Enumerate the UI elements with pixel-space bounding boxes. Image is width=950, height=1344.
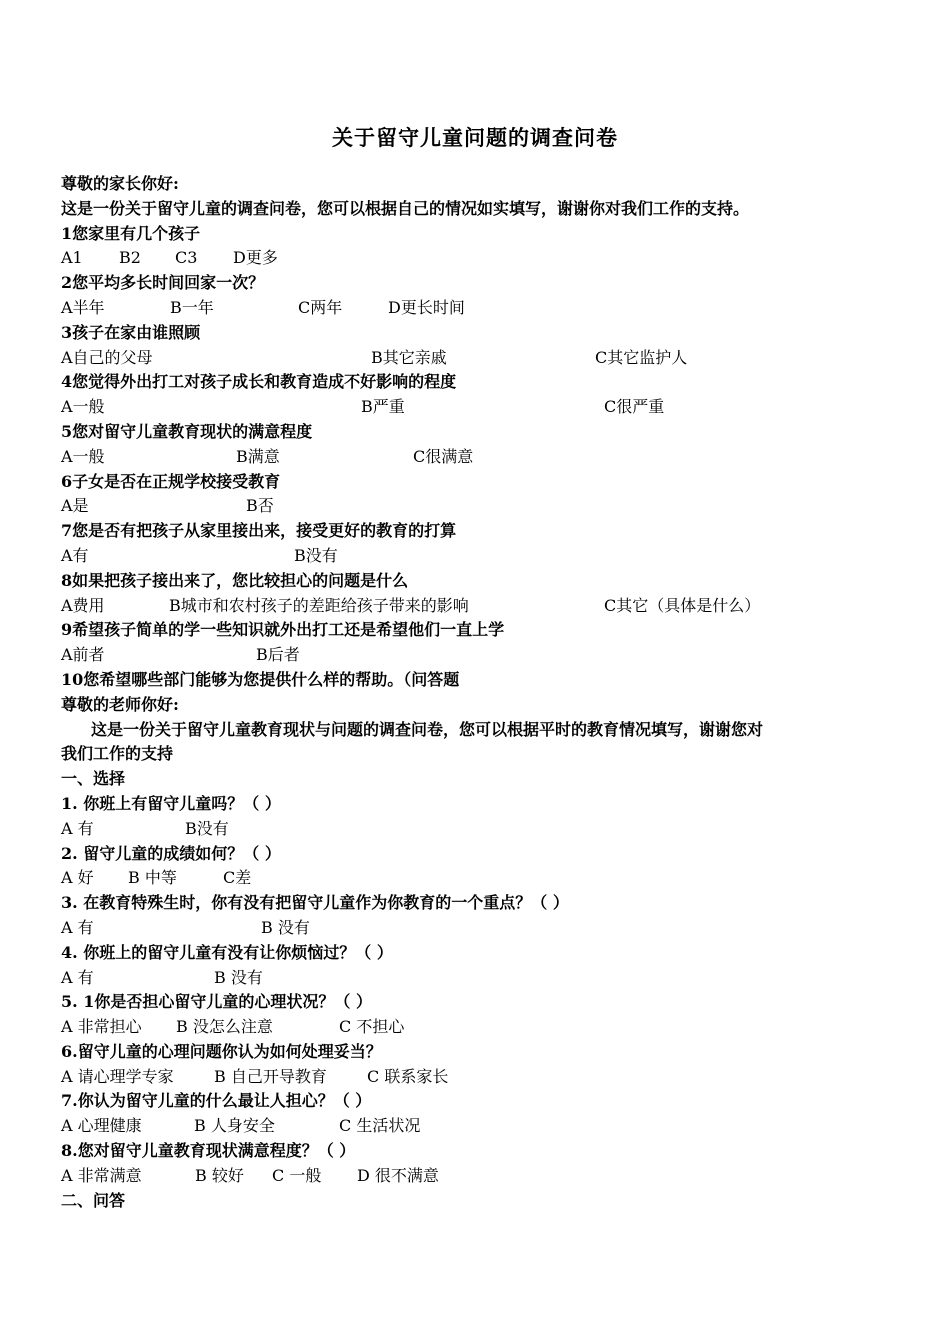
parent-q8-options [61, 594, 891, 619]
option-a: A 非常担心 [61, 1017, 142, 1037]
option-a: A 有 [61, 967, 94, 987]
option-b: B 中等 [128, 868, 177, 888]
option-a: A一般 [61, 446, 105, 466]
option-c: C其它（具体是什么） [604, 595, 761, 615]
option-b: B 人身安全 [194, 1116, 275, 1136]
document-title: 关于留守儿童问题的调查问卷 [332, 125, 618, 150]
option-d: D更长时间 [388, 297, 465, 317]
option-a: A 好 [61, 868, 94, 888]
parent-q6-options [61, 494, 891, 519]
option-b: B 较好 [195, 1165, 244, 1185]
parent-q9-text: 9希望孩子简单的学一些知识就外出打工还是希望他们一直上学 [61, 620, 505, 640]
option-c: C两年 [298, 297, 343, 317]
teacher-q1-text: 1. 你班上有留守儿童吗？（ ） [61, 793, 281, 813]
teacher-q6-options [61, 1065, 891, 1090]
option-c: C差 [223, 868, 252, 888]
option-c: C 不担心 [339, 1017, 405, 1037]
parent-q7-options [61, 544, 891, 569]
option-b: B其它亲戚 [371, 347, 447, 367]
parent-q4-text: 4您觉得外出打工对孩子成长和教育造成不好影响的程度 [61, 372, 457, 392]
option-b: B后者 [256, 645, 300, 665]
teacher-q5-text: 5. 1你是否担心留守儿童的心理状况？（ ） [61, 992, 372, 1012]
option-b: B 没有 [214, 967, 263, 987]
questionnaire-body [61, 172, 891, 1213]
parent-q5-options [61, 445, 891, 470]
teacher-q8-text: 8.您对留守儿童教育现状满意程度？（ ） [61, 1141, 356, 1161]
parent-q4-options [61, 395, 891, 420]
option-c: C 联系家长 [367, 1066, 449, 1086]
parent-q2-text: 2您平均多长时间回家一次？ [61, 273, 265, 293]
option-b: B 没怎么注意 [176, 1017, 273, 1037]
option-c: C3 [175, 248, 198, 268]
parent-q3-options [61, 346, 891, 371]
option-a: A 心理健康 [61, 1116, 142, 1136]
option-b: B没有 [294, 545, 338, 565]
parent-intro: 这是一份关于留守儿童的调查问卷，您可以根据自己的情况如实填写，谢谢你对我们工作的支持。 [61, 198, 750, 218]
option-d: D更多 [233, 248, 278, 268]
section-heading-choice: 一、选择 [61, 769, 126, 789]
parent-q10-text: 10您希望哪些部门能够为您提供什么样的帮助。（问答题 [61, 669, 460, 689]
parent-q8-text: 8如果把孩子接出来了，您比较担心的问题是什么 [61, 570, 409, 590]
section-heading-qa: 二、问答 [61, 1190, 126, 1210]
teacher-q1-options [61, 817, 891, 842]
option-a: A半年 [61, 297, 105, 317]
option-a: A1 [61, 248, 83, 268]
option-a: A一般 [61, 397, 105, 417]
teacher-q7-options [61, 1114, 891, 1139]
option-b: B满意 [236, 446, 280, 466]
parent-q7-text: 7您是否有把孩子从家里接出来，接受更好的教育的打算 [61, 521, 457, 541]
parent-q2-options [61, 296, 891, 321]
option-b: B否 [246, 496, 274, 516]
option-a: A 有 [61, 917, 94, 937]
option-a: A 非常满意 [61, 1165, 142, 1185]
parent-q1-text: 1您家里有几个孩子 [61, 223, 201, 243]
option-b: B一年 [170, 297, 214, 317]
option-c: C 一般 [272, 1165, 322, 1185]
parent-q9-options [61, 643, 891, 668]
option-c: C其它监护人 [595, 347, 688, 367]
option-c: C很严重 [604, 397, 665, 417]
teacher-q4-options [61, 966, 891, 991]
teacher-intro-line2: 我们工作的支持 [61, 744, 174, 764]
option-a: A费用 [61, 595, 105, 615]
teacher-q2-text: 2. 留守儿童的成绩如何？（ ） [61, 843, 281, 863]
option-a: A前者 [61, 645, 105, 665]
teacher-q5-options [61, 1015, 891, 1040]
option-a: A 有 [61, 818, 94, 838]
teacher-intro-line1: 这是一份关于留守儿童教育现状与问题的调查问卷，您可以根据平时的教育情况填写，谢谢您对 [91, 719, 764, 739]
teacher-q7-text: 7.你认为留守儿童的什么最让人担心？（ ） [61, 1091, 372, 1111]
parent-q1-options [61, 246, 891, 271]
teacher-q3-options [61, 916, 891, 941]
option-b: B没有 [185, 818, 229, 838]
parent-q5-text: 5您对留守儿童教育现状的满意程度 [61, 421, 313, 441]
option-a: A自己的父母 [61, 347, 153, 367]
option-a: A是 [61, 496, 89, 516]
option-b: B2 [119, 248, 141, 268]
teacher-q4-text: 4. 你班上的留守儿童有没有让你烦恼过？（ ） [61, 942, 393, 962]
teacher-q2-options [61, 866, 891, 891]
parent-q6-text: 6子女是否在正规学校接受教育 [61, 471, 281, 491]
parent-q3-text: 3孩子在家由谁照顾 [61, 322, 201, 342]
teacher-q6-text: 6.留守儿童的心理问题你认为如何处理妥当？ [61, 1041, 382, 1061]
teacher-greeting: 尊敬的老师你好: [61, 694, 179, 714]
option-c: C很满意 [413, 446, 474, 466]
option-d: D 很不满意 [357, 1165, 439, 1185]
option-c: C 生活状况 [339, 1116, 421, 1136]
parent-greeting: 尊敬的家长你好: [61, 174, 179, 193]
option-b: B 没有 [261, 917, 310, 937]
option-b: B严重 [361, 397, 405, 417]
option-b: B 自己开导教育 [214, 1066, 327, 1086]
option-a: A有 [61, 545, 89, 565]
option-a: A 请心理学专家 [61, 1066, 174, 1086]
teacher-q8-options [61, 1164, 891, 1189]
teacher-q3-text: 3. 在教育特殊生时，你有没有把留守儿童作为你教育的一个重点？（ ） [61, 893, 569, 913]
option-b: B城市和农村孩子的差距给孩子带来的影响 [169, 595, 469, 615]
